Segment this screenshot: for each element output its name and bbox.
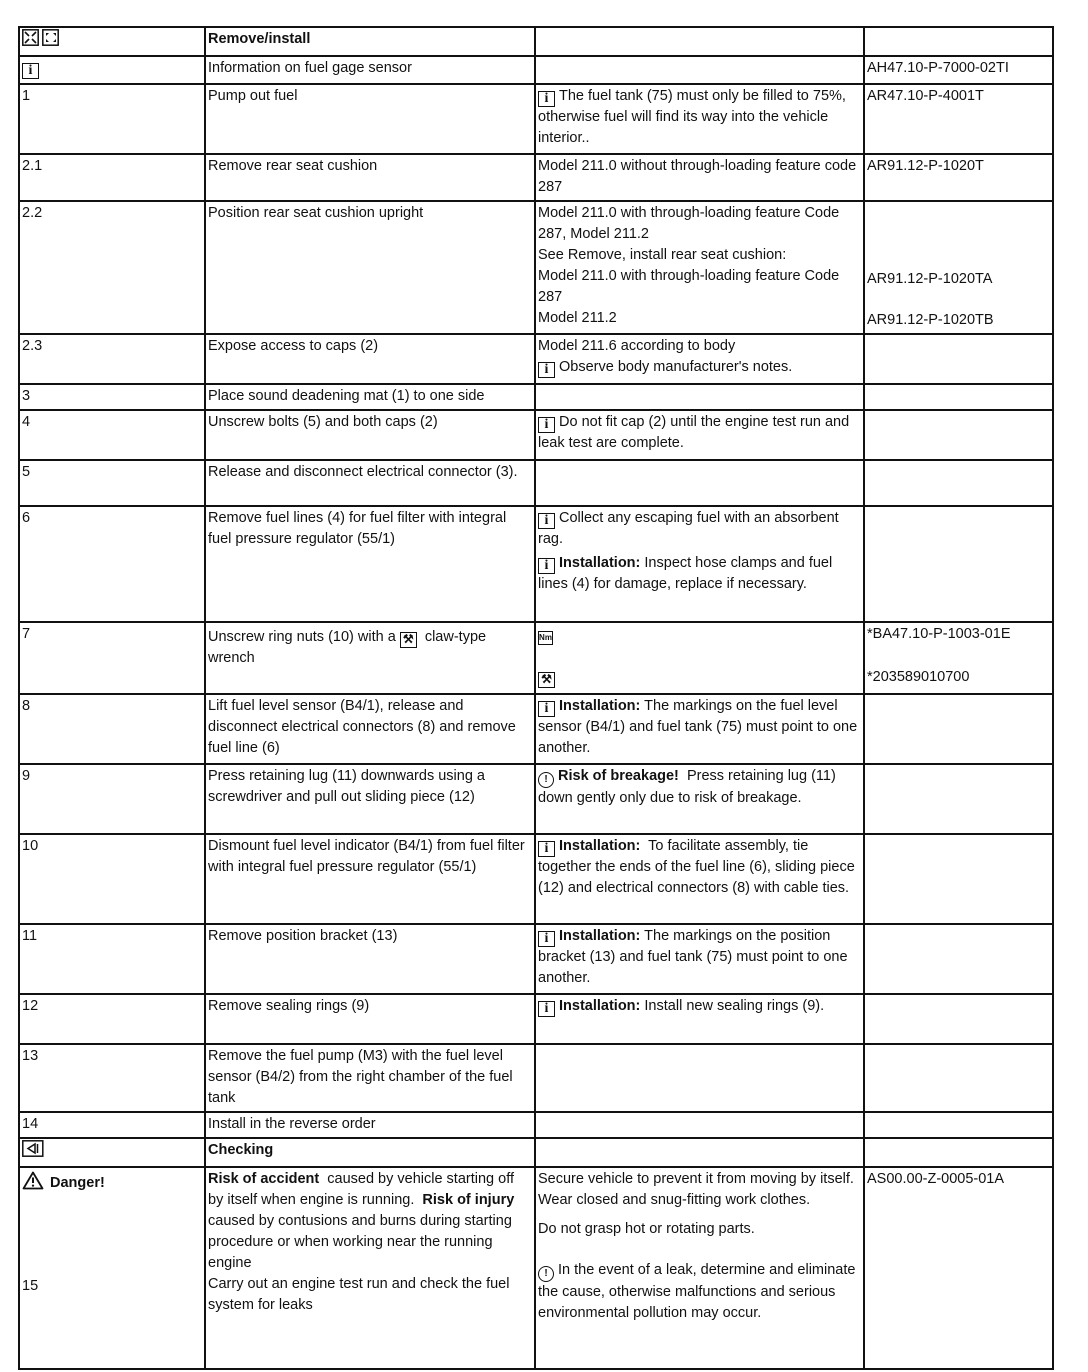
info-icon: i bbox=[538, 1001, 555, 1017]
table-row bbox=[19, 27, 1053, 56]
checking-title: Checking bbox=[205, 1138, 535, 1167]
step-action: Lift fuel level sensor (B4/1), release and disconnect electrical connectors (8) and remove fuel line (6) bbox=[205, 694, 535, 764]
table-row bbox=[19, 1138, 1053, 1167]
step-number: 15 bbox=[22, 1278, 39, 1294]
step-note: i The fuel tank (75) must only be filled to 75%, otherwise fuel will find its way into the vehicle interior.. bbox=[535, 84, 864, 154]
step-note: Secure vehicle to prevent it from moving by itself. Wear closed and snug-fitting work clothes. Do not grasp hot or rotating parts. ! In the event of a leak, determine and eliminate the cause, otherwise malfunctions and serious environmental pollution may occur. bbox=[535, 1167, 864, 1369]
section-title: Remove/install bbox=[205, 27, 535, 56]
step-action: Press retaining lug (11) downwards using a screwdriver and pull out sliding piece (12) bbox=[205, 764, 535, 834]
info-icon: i bbox=[538, 701, 555, 717]
remove-icon bbox=[22, 29, 60, 46]
step-number: 2.1 bbox=[19, 154, 205, 201]
step-note: i Installation: The markings on the position bracket (13) and fuel tank (75) must point to one another. bbox=[535, 924, 864, 994]
step-ref: AR47.10-P-4001T bbox=[864, 84, 1053, 154]
step-action: Pump out fuel bbox=[205, 84, 535, 154]
step-note: i Installation: Install new sealing rings (9). bbox=[535, 994, 864, 1044]
caution-icon: ! bbox=[538, 772, 554, 788]
checking-icon bbox=[22, 1140, 44, 1157]
info-label: Information on fuel gage sensor bbox=[205, 56, 535, 84]
step-number: 6 bbox=[19, 506, 205, 622]
step-number: 3 bbox=[19, 384, 205, 410]
special-tool-icon: ⚒ bbox=[538, 672, 555, 688]
step-action: Place sound deadening mat (1) to one side bbox=[205, 384, 535, 410]
step-note: i Installation: To facilitate assembly, tie together the ends of the fuel line (6), sliding piece (12) and electrical connectors (8) with cable ties. bbox=[535, 834, 864, 924]
info-icon: i bbox=[538, 841, 555, 857]
step-action: Remove the fuel pump (M3) with the fuel level sensor (B4/2) from the right chamber of the fuel tank bbox=[205, 1044, 535, 1112]
step-note: Model 211.0 without through-loading feature code 287 bbox=[535, 154, 864, 201]
table-row bbox=[19, 1167, 1053, 1369]
step-action: Expose access to caps (2) bbox=[205, 334, 535, 384]
table-row bbox=[19, 834, 1053, 924]
step-note: i Installation: The markings on the fuel level sensor (B4/1) and fuel tank (75) must point to one another. bbox=[535, 694, 864, 764]
table-row bbox=[19, 1044, 1053, 1112]
special-tool-icon: ⚒ bbox=[400, 632, 417, 648]
table-row bbox=[19, 622, 1053, 694]
step-number: 1 bbox=[19, 84, 205, 154]
step-action: Release and disconnect electrical connector (3). bbox=[205, 460, 535, 506]
step-number: 10 bbox=[19, 834, 205, 924]
step-note: Model 211.6 according to body i Observe body manufacturer's notes. bbox=[535, 334, 864, 384]
info-icon: i bbox=[538, 558, 555, 574]
step-action: Risk of accident caused by vehicle starting off by itself when engine is running. Risk of injury caused by contusions and burns during starting procedure or when working near the running engine Carry out an engine test run and check the fuel system for leaks bbox=[205, 1167, 535, 1369]
step-note: i Collect any escaping fuel with an absorbent rag. i Installation: Inspect hose clamps and fuel lines (4) for damage, replace if necessary. bbox=[535, 506, 864, 622]
step-ref: AR91.12-P-1020TA AR91.12-P-1020TB bbox=[864, 201, 1053, 334]
step-number: 2.3 bbox=[19, 334, 205, 384]
step-number: 8 bbox=[19, 694, 205, 764]
table-row bbox=[19, 994, 1053, 1044]
step-number: 5 bbox=[19, 460, 205, 506]
step-action: Unscrew bolts (5) and both caps (2) bbox=[205, 410, 535, 460]
step-number: 7 bbox=[19, 622, 205, 694]
step-ref: AR91.12-P-1020T bbox=[864, 154, 1053, 201]
table-row bbox=[19, 334, 1053, 384]
table-row bbox=[19, 694, 1053, 764]
remove-install-icons bbox=[19, 27, 205, 56]
step-number: 11 bbox=[19, 924, 205, 994]
danger-cell: Danger! 15 bbox=[19, 1167, 205, 1369]
caution-icon: ! bbox=[538, 1266, 554, 1282]
table-row bbox=[19, 201, 1053, 334]
step-action: Remove rear seat cushion bbox=[205, 154, 535, 201]
table-row bbox=[19, 410, 1053, 460]
table-row bbox=[19, 154, 1053, 201]
table-row bbox=[19, 764, 1053, 834]
step-action: Remove position bracket (13) bbox=[205, 924, 535, 994]
step-number: 14 bbox=[19, 1112, 205, 1138]
info-ref: AH47.10-P-7000-02TI bbox=[864, 56, 1053, 84]
step-number: 2.2 bbox=[19, 201, 205, 334]
step-note: ! Risk of breakage! Press retaining lug (11) down gently only due to risk of breakage. bbox=[535, 764, 864, 834]
step-action: Dismount fuel level indicator (B4/1) from fuel filter with integral fuel pressure regulator (55/1) bbox=[205, 834, 535, 924]
step-note: i Do not fit cap (2) until the engine test run and leak test are complete. bbox=[535, 410, 864, 460]
table-row bbox=[19, 506, 1053, 622]
table-row bbox=[19, 56, 1053, 84]
info-icon: i bbox=[538, 931, 555, 947]
step-ref: *BA47.10-P-1003-01E *203589010700 bbox=[864, 622, 1053, 694]
step-number: 13 bbox=[19, 1044, 205, 1112]
table-row bbox=[19, 1112, 1053, 1138]
info-icon: i bbox=[538, 513, 555, 529]
step-action: Unscrew ring nuts (10) with a ⚒ claw-type wrench bbox=[205, 622, 535, 694]
step-note: Model 211.0 with through-loading feature Code 287, Model 211.2 See Remove, install rear seat cushion: Model 211.0 with through-loading feature Code 287 Model 211.2 bbox=[535, 201, 864, 334]
step-ref: AS00.00-Z-0005-01A bbox=[864, 1167, 1053, 1369]
danger-triangle-icon bbox=[22, 1171, 44, 1190]
table-row bbox=[19, 924, 1053, 994]
step-note bbox=[535, 622, 864, 694]
torque-nm-icon: Nm bbox=[538, 631, 553, 645]
table-row bbox=[19, 384, 1053, 410]
step-action: Remove sealing rings (9) bbox=[205, 994, 535, 1044]
step-action: Install in the reverse order bbox=[205, 1112, 535, 1138]
step-number: 12 bbox=[19, 994, 205, 1044]
info-icon: i bbox=[22, 63, 39, 79]
table-row bbox=[19, 84, 1053, 154]
step-action: Position rear seat cushion upright bbox=[205, 201, 535, 334]
step-action: Remove fuel lines (4) for fuel filter with integral fuel pressure regulator (55/1) bbox=[205, 506, 535, 622]
info-icon: i bbox=[538, 417, 555, 433]
table-row bbox=[19, 460, 1053, 506]
step-number: 9 bbox=[19, 764, 205, 834]
info-icon: i bbox=[538, 91, 555, 107]
info-icon: i bbox=[538, 362, 555, 378]
step-number: 4 bbox=[19, 410, 205, 460]
procedure-table bbox=[18, 26, 1054, 1370]
